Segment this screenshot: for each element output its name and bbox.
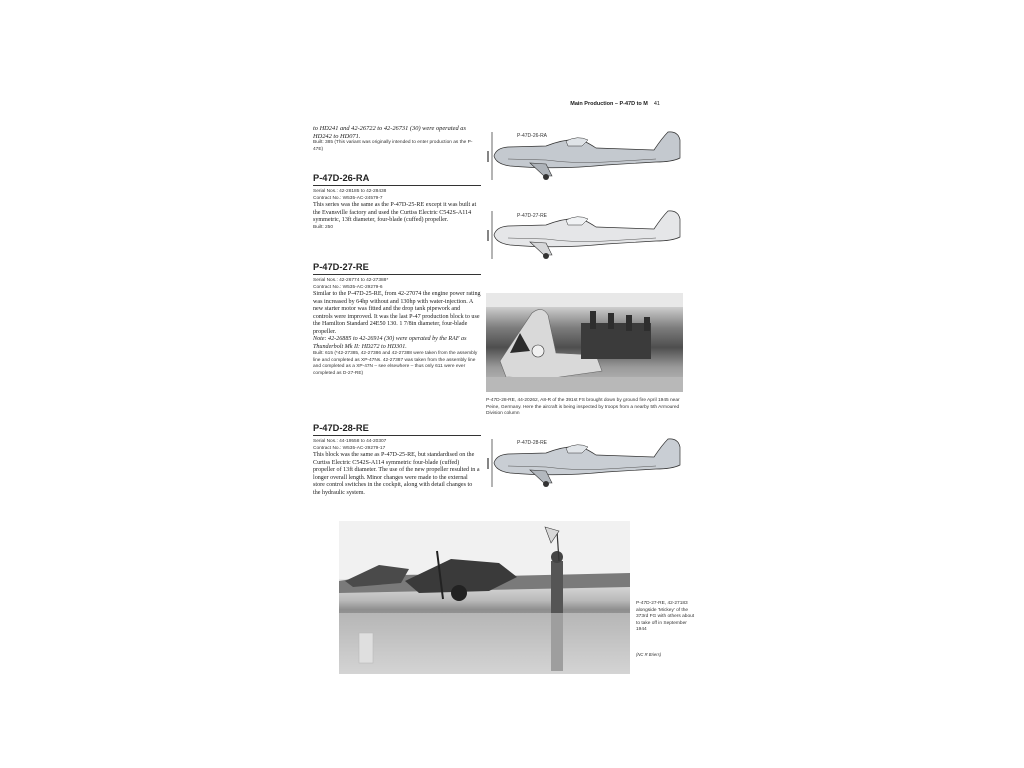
photo-caption: P-47D-28-RE, 44-20262, A8-R of the 391st FS brought down by ground fire April 1945 near Peine, Germany. Here the aircraft is being inspected by troops from a nearby 5th Armoured Division column: [486, 398, 680, 417]
header-title: Main Production – P-47D to M: [570, 101, 648, 107]
profile-label: P-47D-27-RE: [517, 213, 548, 219]
intro-text: to HD241 and 42-26722 to 42-26731 (30) were operated as HD242 to HD071.: [313, 125, 466, 140]
section-note: Note: 42-26885 to 42-26914 (30) were operated by the RAF as Thunderbolt Mk II: HD272 to HD301.: [313, 336, 467, 350]
section-heading: P-47D-26-RA: [313, 173, 481, 186]
section-p47d-27-re: [313, 262, 481, 378]
serial-numbers: Serial Nos.: 42-28185 to 42-28438: [313, 189, 387, 194]
section-body: This series was the same as the P-47D-25-RE except it was built at the Evansville factory and used the Curtiss Electric C542S-A114 symmetric, 13ft diameter, four-blade (cuffed) propeller.: [313, 202, 477, 224]
section-heading: P-47D-28-RE: [313, 423, 481, 436]
aircraft-photo-crashed: [486, 293, 683, 392]
contract-number: Contract No.: W535-AC-29279-6: [313, 284, 383, 290]
running-header: [480, 101, 660, 107]
serial-numbers: Serial Nos.: 44-19558 to 44-20307: [313, 439, 387, 444]
section-body: This block was the same as P-47D-25-RE, but standardised on the Curtiss Electric C542S-A114 symmetric four-blade (cuffed) propeller of 13ft diameter. The use of the new propeller resulted in a longer overall length. Minor changes were made to the external store control switches in the cockpit, along with detail changes to the hydraulic system.: [313, 452, 480, 496]
contract-number: Contract No.: W535-AC-24579-7: [313, 195, 383, 201]
aircraft-photo-takeoff: [339, 521, 630, 674]
section-heading: P-47D-27-RE: [313, 262, 481, 275]
section-body: Similar to the P-47D-25-RE, from 42-27074 the engine power rating was increased by 64hp without and 130hp with water-injection. A new starter motor was fitted and the drop tank pipework and controls were improved. It was the last P-47 production block to use the Hamilton Standard 24E50 130. 1 7/8in diameter, four-blade propeller.: [313, 291, 481, 335]
built-count: Built: 250: [313, 224, 334, 230]
aircraft-profile-drawing: [486, 128, 684, 184]
photo-credit: (NC R Briers): [636, 652, 662, 657]
intro-built: Built: 385 (This variant was originally intended to enter production as the P-47E): [313, 140, 473, 152]
section-p47d-28-re: [313, 423, 481, 497]
intro-block: [313, 125, 481, 153]
section-p47d-26-ra: [313, 173, 481, 231]
profile-label: P-47D-26-RA: [517, 133, 548, 139]
aircraft-profile-drawing: [486, 207, 684, 263]
page-number: 41: [653, 101, 660, 107]
contract-number: Contract No.: W535-AC-29279-17: [313, 445, 386, 451]
profile-label: P-47D-28-RE: [517, 440, 548, 446]
photo-caption: P-47D-27-RE, 42-27183 alongside ‘Mickey’ of the 373rd FG with others about to take off in September 1944: [636, 601, 695, 633]
serial-numbers: Serial Nos.: 42-26774 to 42-27388*: [313, 278, 389, 283]
built-count: Built: 615 (*42-27385, 42-27386 and 42-27388 were taken from the assembly line and completed as XP-47Ns. 42-27387 was taken from the assembly line and completed as a XP-47N – see elsewhere – thus only 611 were ever completed as D-27-RE): [313, 351, 478, 376]
aircraft-profile-drawing: [486, 435, 684, 491]
